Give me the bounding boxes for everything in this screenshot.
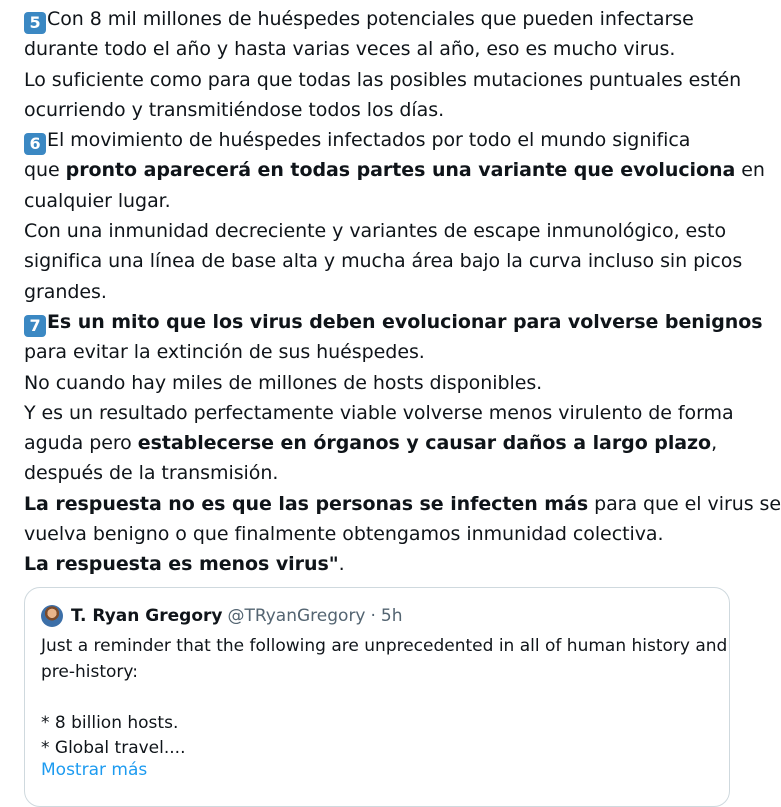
tweet-line (24, 458, 730, 488)
quoted-tweet-header (41, 604, 403, 628)
tweet-line (24, 34, 730, 64)
author-avatar-icon[interactable] (41, 605, 63, 627)
author-handle[interactable]: @TRyanGregory (227, 606, 366, 626)
tweet-timestamp[interactable]: 5h (380, 606, 403, 626)
text: para que el virus se (588, 492, 781, 515)
show-more-link[interactable]: Mostrar más (41, 760, 148, 780)
text: para evitar la extinción de sus huéspedes. (24, 341, 425, 364)
quoted-tweet-body (41, 634, 728, 762)
text: vuelva benigno o que finalmente obtengamos inmunidad colectiva. (24, 523, 664, 546)
quoted-tweet-line: * 8 billion hosts. (41, 712, 179, 733)
tweet-line (24, 125, 730, 155)
tweet-line (24, 216, 730, 246)
keycap-number-icon: 7 (24, 315, 46, 337)
text: No cuando hay miles de millones de hosts disponibles. (24, 371, 543, 394)
tweet-line (24, 65, 742, 95)
separator-dot: · (370, 606, 376, 626)
tweet-line (24, 186, 730, 216)
tweet-line (24, 337, 730, 367)
tweet-line (24, 519, 730, 549)
bold-text: Es un mito que los virus deben evolucionar para volverse benignos (47, 310, 763, 333)
text: después de la transmisión. (24, 462, 279, 485)
text: Con una inmunidad decreciente y variantes de escape inmunológico, esto (24, 220, 727, 243)
bold-text: establecerse en órganos y causar daños a largo plazo (137, 432, 712, 455)
tweet-line (24, 307, 763, 337)
tweet-line (24, 398, 734, 428)
keycap-number-icon: 6 (24, 133, 46, 155)
quoted-tweet-card[interactable] (24, 587, 730, 807)
tweet-line (24, 277, 730, 307)
bold-text: La respuesta no es que las personas se infecten más (24, 492, 589, 515)
tweet-text (24, 4, 781, 580)
tweet-line (24, 549, 730, 579)
text: cualquier lugar. (24, 189, 171, 212)
text: en (735, 159, 765, 182)
tweet-line (24, 368, 730, 398)
tweet-line (24, 428, 730, 458)
tweet-line (24, 489, 781, 519)
text: significa una línea de base alta y mucha área bajo la curva incluso sin picos (24, 250, 743, 273)
author-name[interactable]: T. Ryan Gregory (71, 606, 223, 626)
text: grandes. (24, 280, 107, 303)
tweet-line (24, 95, 730, 125)
keycap-number-icon: 5 (24, 12, 46, 34)
text: , (711, 432, 718, 455)
quoted-tweet-line (41, 685, 721, 711)
text: . (338, 553, 345, 576)
text: ocurriendo y transmitiéndose todos los días. (24, 98, 445, 121)
text: Lo suficiente como para que todas las posibles mutaciones puntuales estén (24, 68, 742, 91)
quoted-tweet-line: * Global travel.... (41, 738, 186, 758)
text: aguda pero (24, 432, 138, 455)
text: durante todo el año y hasta varias veces al año, eso es mucho virus. (24, 38, 676, 61)
text: El movimiento de huéspedes infectados por todo el mundo significa (47, 129, 691, 152)
text: que (24, 159, 66, 182)
quoted-tweet-line: pre-history: (41, 661, 138, 682)
tweet-line (24, 246, 743, 276)
bold-text: pronto aparecerá en todas partes una variante que evoluciona (65, 159, 736, 182)
bold-text: La respuesta es menos virus" (24, 553, 339, 576)
tweet-line (24, 4, 730, 34)
tweet-line (24, 155, 765, 185)
text: Con 8 mil millones de huéspedes potenciales que pueden infectarse (47, 8, 694, 30)
quoted-tweet-line: Just a reminder that the following are unprecedented in all of human history and (41, 636, 728, 656)
text: Y es un resultado perfectamente viable volverse menos virulento de forma (24, 401, 734, 424)
